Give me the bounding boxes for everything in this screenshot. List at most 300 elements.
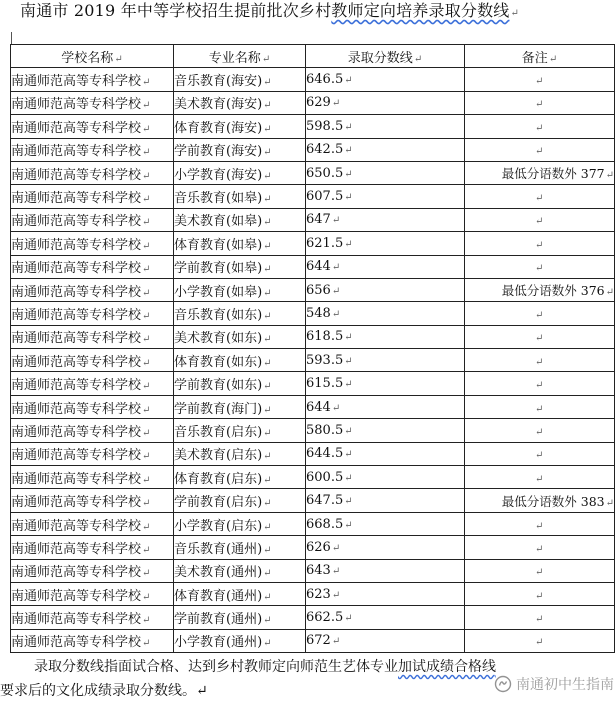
cell-major-text: 学前教育(启东)	[174, 495, 263, 511]
cell-major	[174, 395, 306, 418]
cell-major	[174, 512, 306, 535]
cell-major-text: 体育教育(海安)	[174, 120, 263, 136]
paragraph-mark: ↵	[263, 77, 272, 89]
cell-note	[465, 395, 615, 418]
paragraph-mark: ↵	[535, 193, 544, 205]
paragraph-mark: ↵	[331, 98, 341, 110]
cell-note-text: 最低分语数外 376	[501, 283, 605, 299]
cell-school	[11, 208, 174, 231]
paragraph-mark: ↵	[605, 497, 614, 509]
cell-note	[465, 512, 615, 535]
cell-school	[11, 232, 174, 255]
footnote-line1a: 录取分数线指面试合格、达到乡村教师定向师范生艺体专业	[34, 659, 398, 675]
cell-note	[465, 302, 615, 325]
cell-score	[306, 115, 465, 138]
cell-score	[306, 559, 465, 582]
empty-note	[534, 76, 614, 87]
cell-school-text: 南通师范高等专科学校	[11, 307, 142, 323]
paragraph-mark: ↵	[344, 192, 353, 204]
cell-score	[306, 255, 465, 278]
cell-score	[306, 208, 465, 231]
cell-note	[465, 559, 615, 582]
cell-score-text: 626	[306, 539, 331, 555]
table-row	[11, 629, 615, 652]
cell-school	[11, 325, 174, 348]
cell-note	[465, 325, 615, 348]
table-row	[11, 138, 615, 161]
cell-school-text: 南通师范高等专科学校	[11, 612, 142, 628]
watermark-text: 南通初中生指南	[516, 677, 614, 693]
cell-major-text: 体育教育(启东)	[174, 471, 263, 487]
cell-score	[306, 161, 465, 184]
table-row	[11, 68, 615, 91]
cell-score-text: 647	[306, 212, 331, 228]
empty-note	[534, 216, 614, 227]
paragraph-mark: ↵	[263, 357, 272, 369]
text-cursor-icon	[11, 32, 14, 44]
empty-note	[534, 591, 614, 602]
paragraph-mark: ↵	[142, 591, 151, 603]
paragraph-mark: ↵	[535, 590, 544, 602]
paragraph-mark: ↵	[142, 474, 151, 486]
paragraph-mark: ↵	[142, 100, 151, 112]
paragraph-mark: ↵	[263, 427, 272, 439]
cell-school	[11, 302, 174, 325]
cell-note	[465, 419, 615, 442]
empty-note	[534, 427, 614, 438]
empty-note	[534, 637, 614, 648]
cell-school-text: 南通师范高等专科学校	[11, 284, 142, 300]
paragraph-mark: ↵	[535, 403, 544, 415]
paragraph-mark: ↵	[263, 170, 272, 182]
cell-major	[174, 349, 306, 372]
table-row	[11, 466, 615, 489]
cell-school	[11, 185, 174, 208]
cell-score-text: 672	[306, 633, 331, 649]
paragraph-mark: ↵	[142, 638, 151, 650]
paragraph-mark: ↵	[344, 425, 353, 437]
cell-school-text: 南通师范高等专科学校	[11, 74, 142, 90]
paragraph-mark: ↵	[263, 521, 272, 533]
cell-major-text: 音乐教育(如皋)	[174, 191, 263, 207]
cell-major-text: 学前教育(如东)	[174, 378, 263, 394]
header-score-label: 录取分数线	[347, 50, 413, 66]
table-row	[11, 232, 615, 255]
cell-score	[306, 466, 465, 489]
paragraph-mark: ↵	[142, 310, 151, 322]
cell-note	[465, 466, 615, 489]
cell-school	[11, 559, 174, 582]
cell-major	[174, 419, 306, 442]
cell-major-text: 学前教育(通州)	[174, 612, 263, 628]
paragraph-mark: ↵	[142, 287, 151, 299]
cell-school	[11, 161, 174, 184]
cell-major-text: 美术教育(通州)	[174, 565, 263, 581]
paragraph-mark: ↵	[263, 451, 272, 463]
paragraph-mark: ↵	[263, 638, 272, 650]
empty-note	[534, 123, 614, 134]
paragraph-mark: ↵	[535, 333, 544, 345]
paragraph-mark: ↵	[142, 404, 151, 416]
cell-note	[465, 232, 615, 255]
cell-school	[11, 255, 174, 278]
paragraph-mark: ↵	[535, 239, 544, 251]
paragraph-mark: ↵	[263, 123, 272, 135]
paragraph-mark: ↵	[535, 450, 544, 462]
cell-score	[306, 512, 465, 535]
cell-school	[11, 489, 174, 512]
cell-major	[174, 161, 306, 184]
cell-note	[465, 161, 615, 184]
cell-school-text: 南通师范高等专科学校	[11, 97, 142, 113]
paragraph-mark: ↵	[344, 75, 353, 87]
paragraph-mark: ↵	[263, 381, 272, 393]
cell-score-text: 650.5	[306, 165, 344, 181]
empty-note	[534, 450, 614, 461]
cell-major-text: 学前教育(海安)	[174, 144, 263, 160]
cell-major	[174, 372, 306, 395]
empty-note	[534, 357, 614, 368]
header-major-label: 专业名称	[208, 50, 261, 66]
paragraph-mark: ↵	[344, 496, 353, 508]
cell-major	[174, 629, 306, 652]
cell-school	[11, 536, 174, 559]
cell-major	[174, 68, 306, 91]
cell-major-text: 音乐教育(如东)	[174, 307, 263, 323]
paragraph-mark: ↵	[331, 285, 341, 297]
paragraph-mark: ↵	[344, 355, 353, 367]
admission-score-table	[10, 44, 615, 653]
cell-score	[306, 302, 465, 325]
cell-score	[306, 582, 465, 605]
cell-school	[11, 91, 174, 114]
cell-score-text: 656	[306, 282, 331, 298]
paragraph-mark: ↵	[142, 615, 151, 627]
empty-note	[534, 99, 614, 110]
paragraph-mark: ↵	[263, 194, 272, 206]
paragraph-mark: ↵	[263, 287, 272, 299]
cell-score-text: 644	[306, 259, 331, 275]
cell-school	[11, 395, 174, 418]
cell-school	[11, 466, 174, 489]
cell-score	[306, 278, 465, 301]
table-row	[11, 91, 615, 114]
cell-major-text: 学前教育(如皋)	[174, 261, 263, 277]
cell-school-text: 南通师范高等专科学校	[11, 214, 142, 230]
paragraph-mark: ↵	[142, 194, 151, 206]
paragraph-mark: ↵	[142, 357, 151, 369]
cell-school-text: 南通师范高等专科学校	[11, 588, 142, 604]
cell-score	[306, 68, 465, 91]
cell-major	[174, 208, 306, 231]
cell-score-text: 662.5	[306, 610, 344, 626]
paragraph-mark: ↵	[331, 542, 341, 554]
cell-major	[174, 302, 306, 325]
cell-major	[174, 559, 306, 582]
cell-score	[306, 349, 465, 372]
cell-major-text: 体育教育(通州)	[174, 588, 263, 604]
paragraph-mark: ↵	[535, 309, 544, 321]
cell-major	[174, 278, 306, 301]
empty-note	[534, 544, 614, 555]
paragraph-mark: ↵	[142, 544, 151, 556]
paragraph-mark: ↵	[331, 402, 341, 414]
empty-note	[534, 567, 614, 578]
footnote-line1b: 加试成绩合格线	[398, 659, 496, 675]
paragraph-mark: ↵	[344, 449, 353, 461]
paragraph-mark: ↵	[331, 262, 341, 274]
cell-score	[306, 606, 465, 629]
cell-school-text: 南通师范高等专科学校	[11, 144, 142, 160]
cell-score-text: 598.5	[306, 118, 344, 134]
paragraph-mark: ↵	[263, 100, 272, 112]
paragraph-mark: ↵	[535, 637, 544, 649]
cell-note	[465, 255, 615, 278]
cell-score	[306, 325, 465, 348]
empty-note	[534, 333, 614, 344]
cell-score	[306, 489, 465, 512]
cell-major-text: 音乐教育(通州)	[174, 541, 263, 557]
empty-note	[534, 146, 614, 157]
cell-major-text: 音乐教育(海安)	[174, 74, 263, 90]
cell-score	[306, 232, 465, 255]
cell-school	[11, 372, 174, 395]
cell-note	[465, 582, 615, 605]
empty-note	[534, 521, 614, 532]
cell-note-text: 最低分语数外 383	[501, 493, 605, 509]
paragraph-mark: ↵	[263, 615, 272, 627]
paragraph-mark: ↵	[535, 567, 544, 579]
table-row	[11, 442, 615, 465]
table-header-row	[11, 45, 615, 68]
paragraph-mark: ↵	[263, 404, 272, 416]
cell-major-text: 小学教育(如皋)	[174, 284, 263, 300]
cell-score-text: 600.5	[306, 469, 344, 485]
cell-school-text: 南通师范高等专科学校	[11, 401, 142, 417]
cell-major-text: 体育教育(如皋)	[174, 237, 263, 253]
cell-score	[306, 185, 465, 208]
table-row	[11, 489, 615, 512]
paragraph-mark: ↵	[142, 451, 151, 463]
paragraph-mark: ↵	[535, 426, 544, 438]
table-row	[11, 278, 615, 301]
cell-note	[465, 208, 615, 231]
header-score	[306, 45, 465, 68]
table-row	[11, 512, 615, 535]
cell-score	[306, 395, 465, 418]
cell-school-text: 南通师范高等专科学校	[11, 635, 142, 651]
empty-note	[534, 614, 614, 625]
paragraph-mark: ↵	[263, 334, 272, 346]
header-major	[174, 45, 306, 68]
cell-major-text: 美术教育(如皋)	[174, 214, 263, 230]
wechat-official-account-icon	[494, 675, 512, 693]
table-row	[11, 115, 615, 138]
paragraph-mark: ↵	[263, 544, 272, 556]
header-school-label: 学校名称	[61, 50, 114, 66]
paragraph-mark: ↵	[142, 498, 151, 510]
paragraph-mark: ↵	[535, 263, 544, 275]
cell-score-text: 642.5	[306, 142, 344, 158]
cell-note	[465, 536, 615, 559]
paragraph-mark: ↵	[263, 591, 272, 603]
cell-note	[465, 278, 615, 301]
cell-major	[174, 325, 306, 348]
paragraph-mark: ↵	[344, 121, 353, 133]
cell-school	[11, 138, 174, 161]
cell-school	[11, 68, 174, 91]
paragraph-mark: ↵	[263, 217, 272, 229]
empty-note	[534, 380, 614, 391]
cell-major	[174, 115, 306, 138]
cell-score	[306, 91, 465, 114]
empty-note	[534, 474, 614, 485]
paragraph-mark: ↵	[142, 170, 151, 182]
cell-score-text: 618.5	[306, 329, 344, 345]
table-row	[11, 372, 615, 395]
cell-score-text: 668.5	[306, 516, 344, 532]
empty-note	[534, 404, 614, 415]
cell-note	[465, 138, 615, 161]
cell-school-text: 南通师范高等专科学校	[11, 261, 142, 277]
cell-score	[306, 138, 465, 161]
paragraph-mark: ↵	[535, 122, 544, 134]
cell-score	[306, 372, 465, 395]
cell-score	[306, 536, 465, 559]
paragraph-mark: ↵	[263, 498, 272, 510]
paragraph-mark: ↵	[142, 381, 151, 393]
paragraph-mark: ↵	[413, 53, 423, 65]
paragraph-mark: ↵	[535, 76, 544, 88]
paragraph-mark: ↵	[263, 310, 272, 322]
paragraph-mark: ↵	[263, 240, 272, 252]
paragraph-mark: ↵	[114, 53, 123, 65]
cell-note	[465, 372, 615, 395]
table-row	[11, 208, 615, 231]
cell-major	[174, 232, 306, 255]
footnote-line2: 要求后的文化成绩录取分数线。↵	[0, 683, 208, 699]
paragraph-mark: ↵	[535, 99, 544, 111]
table-row	[11, 606, 615, 629]
cell-score-text: 615.5	[306, 376, 344, 392]
empty-note	[534, 263, 614, 274]
cell-score-text: 646.5	[306, 72, 344, 88]
cell-major	[174, 466, 306, 489]
paragraph-mark: ↵	[605, 287, 614, 299]
header-note	[465, 45, 615, 68]
cell-major	[174, 536, 306, 559]
empty-note	[534, 240, 614, 251]
cell-school	[11, 115, 174, 138]
cell-school-text: 南通师范高等专科学校	[11, 331, 142, 347]
paragraph-mark: ↵	[344, 145, 353, 157]
cell-school-text: 南通师范高等专科学校	[11, 237, 142, 253]
paragraph-mark: ↵	[535, 356, 544, 368]
cell-major-text: 音乐教育(启东)	[174, 424, 263, 440]
page-title	[20, 0, 580, 22]
cell-school	[11, 419, 174, 442]
cell-school-text: 南通师范高等专科学校	[11, 495, 142, 511]
title-part2: 教师定向培养录取分数线	[331, 1, 510, 20]
paragraph-mark: ↵	[344, 238, 353, 250]
cell-score	[306, 629, 465, 652]
cell-score-text: 629	[306, 95, 331, 111]
cell-score-text: 621.5	[306, 235, 344, 251]
cell-note	[465, 185, 615, 208]
paragraph-mark: ↵	[263, 474, 272, 486]
cell-school-text: 南通师范高等专科学校	[11, 167, 142, 183]
cell-score-text: 580.5	[306, 422, 344, 438]
table-row	[11, 349, 615, 372]
cell-score-text: 607.5	[306, 189, 344, 205]
cell-school-text: 南通师范高等专科学校	[11, 354, 142, 370]
title-paragraph-mark: ↵	[510, 8, 520, 19]
cell-school	[11, 629, 174, 652]
header-school	[11, 45, 174, 68]
cell-major-text: 小学教育(通州)	[174, 635, 263, 651]
header-note-label: 备注	[521, 50, 548, 66]
cell-school	[11, 582, 174, 605]
paragraph-mark: ↵	[142, 217, 151, 229]
cell-school-text: 南通师范高等专科学校	[11, 541, 142, 557]
paragraph-mark: ↵	[331, 636, 341, 648]
paragraph-mark: ↵	[142, 240, 151, 252]
cell-note	[465, 115, 615, 138]
paragraph-mark: ↵	[344, 519, 353, 531]
paragraph-mark: ↵	[331, 589, 341, 601]
empty-note	[534, 310, 614, 321]
cell-score-text: 647.5	[306, 493, 344, 509]
cell-major-text: 小学教育(启东)	[174, 518, 263, 534]
cell-note	[465, 489, 615, 512]
cell-note	[465, 68, 615, 91]
paragraph-mark: ↵	[142, 334, 151, 346]
cell-major	[174, 442, 306, 465]
paragraph-mark: ↵	[263, 568, 272, 580]
paragraph-mark: ↵	[344, 332, 353, 344]
cell-note	[465, 442, 615, 465]
cell-score	[306, 419, 465, 442]
cell-school-text: 南通师范高等专科学校	[11, 471, 142, 487]
cell-school	[11, 442, 174, 465]
cell-school	[11, 278, 174, 301]
cell-major-text: 美术教育(如东)	[174, 331, 263, 347]
cell-school-text: 南通师范高等专科学校	[11, 565, 142, 581]
table-row	[11, 559, 615, 582]
cell-major-text: 学前教育(海门)	[174, 401, 263, 417]
paragraph-mark: ↵	[344, 613, 353, 625]
cell-score-text: 643	[306, 563, 331, 579]
paragraph-mark: ↵	[535, 146, 544, 158]
cell-note	[465, 91, 615, 114]
cell-school-text: 南通师范高等专科学校	[11, 120, 142, 136]
cell-school-text: 南通师范高等专科学校	[11, 518, 142, 534]
cell-school	[11, 606, 174, 629]
paragraph-mark: ↵	[142, 568, 151, 580]
cell-major	[174, 606, 306, 629]
paragraph-mark: ↵	[142, 521, 151, 533]
table-row	[11, 161, 615, 184]
paragraph-mark: ↵	[344, 472, 353, 484]
paragraph-mark: ↵	[344, 168, 353, 180]
table-row	[11, 536, 615, 559]
paragraph-mark: ↵	[142, 123, 151, 135]
cell-school	[11, 349, 174, 372]
paragraph-mark: ↵	[261, 53, 271, 65]
paragraph-mark: ↵	[535, 520, 544, 532]
cell-major	[174, 91, 306, 114]
table-row	[11, 325, 615, 348]
